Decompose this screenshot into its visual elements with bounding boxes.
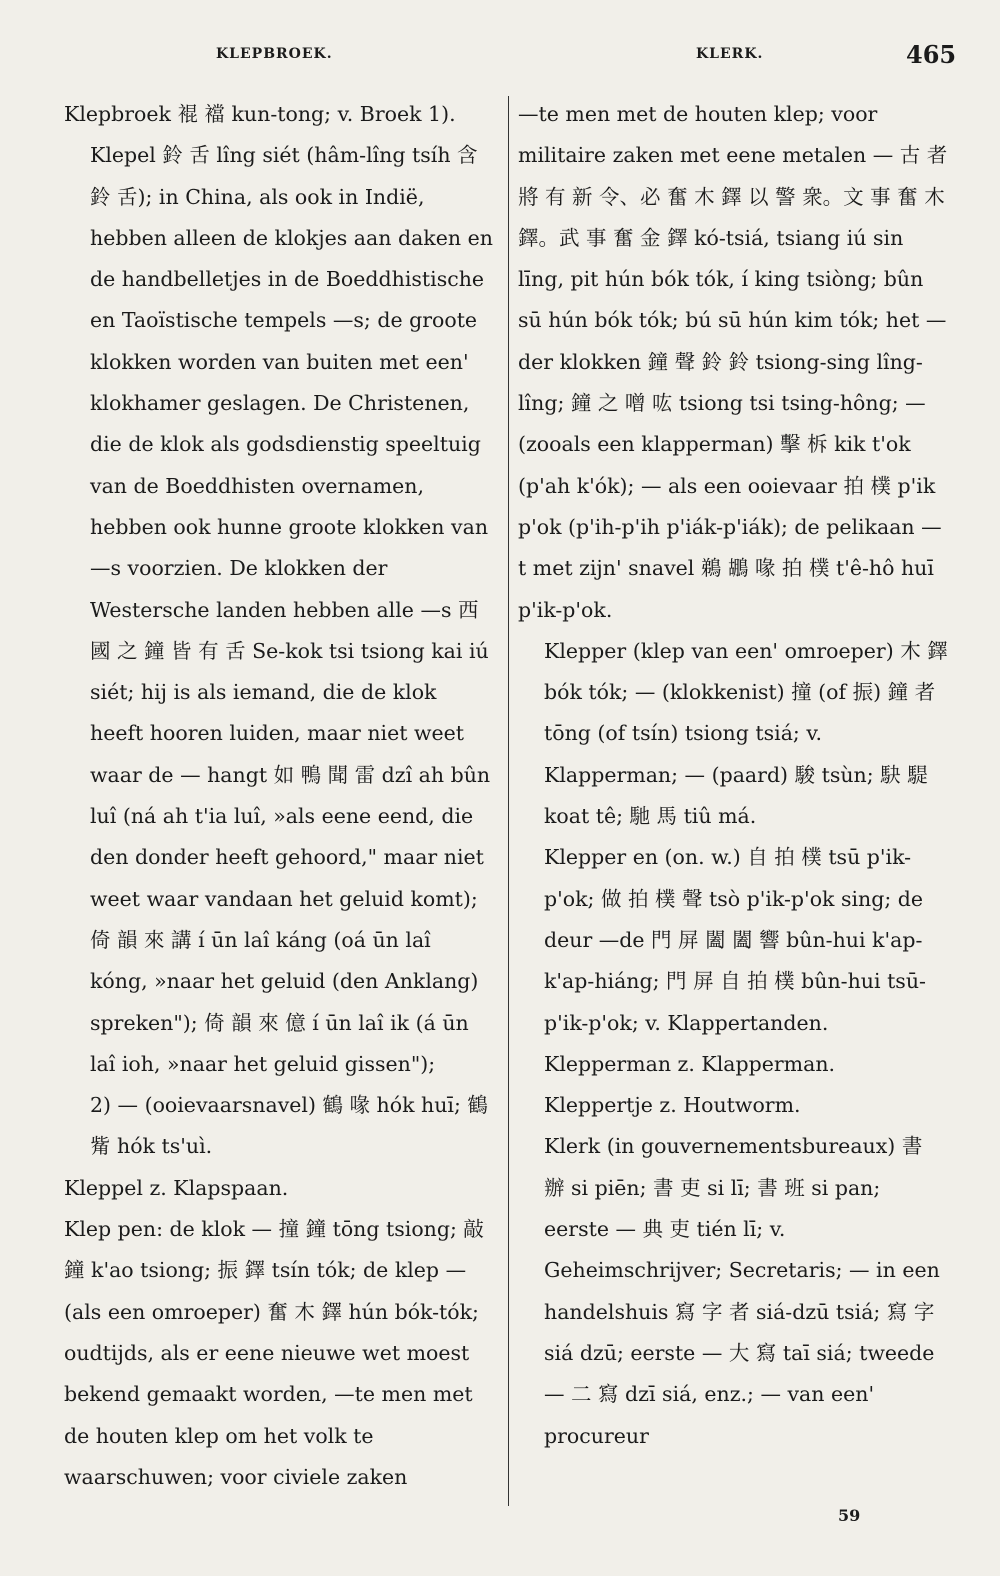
entry-kleppertje: Kleppertje z. Houtworm. bbox=[544, 1093, 801, 1118]
entry-klepperen: Klepper en (on. w.) 自 拍 樸 tsū p'ik-p'ok; 做 拍 樸 聲 tsò p'ik-p'ok sing; de deur —de 門 屏 闔 闔 響 bûn-hui k'ap-k'ap-hiáng; 門 屏 自 拍 樸 bûn-hui tsū-p'ik-p'ok; v. Klappertanden. bbox=[544, 845, 926, 1035]
column-divider bbox=[508, 96, 509, 1506]
entry-klepbroek: Klepbroek 裩 襠 kun-tong; v. Broek 1). bbox=[64, 102, 456, 126]
entry-klepper: Klepper (klep van een' omroeper) 木 鐸 bók tók; — (klokkenist) 撞 (of 振) 鐘 者 tōng (of tsín) tsiong tsiá; v. Klapperman; — (paard) 駿 tsùn; 駃 騠 koat tê; 馳 馬 tiû má. bbox=[544, 638, 948, 829]
entry-klepperman: Klepperman z. Klapperman. bbox=[544, 1051, 836, 1076]
left-column bbox=[64, 94, 494, 1498]
right-column bbox=[518, 94, 948, 1457]
entry-kleppen: Klep pen: de klok — 撞 鐘 tōng tsiong; 敲 鐘 k'ao tsiong; 振 鐸 tsín tók; de klep — (als een omroeper) 奮 木 鐸 hún bók-tók; oudtijds, als er eene nieuwe wet moest bekend gemaakt worden, —te men met de houten klep om het volk te waarschuwen; voor civiele zaken bbox=[64, 1217, 484, 1489]
page-number: 465 bbox=[906, 40, 957, 69]
entry-klerk: Klerk (in gouvernementsbureaux) 書 辦 si piēn; 書 吏 si lī; 書 班 si pan; eerste — 典 吏 tién lī; v. Geheimschrijver; Secretaris; — in een handelshuis 寫 字 者 siá-dzū tsiá; 寫 字 siá dzū; eerste — 大 寫 taī siá; tweede — 二 寫 dzī siá, enz.; — van een' procureur bbox=[544, 1134, 940, 1448]
entry-klepel: Klepel 鈴 舌 lîng siét (hâm-lîng tsíh 含 鈴 舌); in China, als ook in Indië, hebben alleen de klokjes aan daken en de handbelletjes in de Boeddhistische en Taoïstische tempels —s; de groote klokken worden van buiten met een' klokhamer geslagen. De Christenen, die de klok als godsdienstig speeltuig van de Boeddhisten overnamen, hebben ook hunne groote klokken van —s voorzien. De klokken der Westersche landen hebben alle —s 西 國 之 鐘 皆 有 舌 Se-kok tsi tsiong kai iú siét; hij is als iemand, die de klok heeft hooren luiden, maar niet weet waar de — hangt 如 鴨 聞 雷 dzî ah bûn luî (ná ah t'ia luî, »als eene eend, die den donder heeft gehoord," maar niet weet waar vandaan het geluid komt); 倚 韻 來 講 í ūn laî káng (oá ūn laî kóng, »naar het geluid (den Anklang) spreken"); 倚 韻 來 億 í ūn laî ik (á ūn laî ioh, »naar het geluid gissen"); bbox=[90, 143, 493, 1076]
entry-kleppel: Kleppel z. Klapspaan. bbox=[64, 1175, 289, 1200]
entry-kleppen-continued: —te men met de houten klep; voor militaire zaken met eene metalen — 古 者 將 有 新 令、必 奮 木 鐸 以 警 衆。文 事 奮 木 鐸。武 事 奮 金 鐸 kó-tsiá, tsiang iú sin līng, pit hún bók tók, í king tsiòng; bûn sū hún bók tók; bú sū hún kim tók; het — der klokken 鐘 聲 鈴 鈴 tsiong-sing lîng-lîng; 鐘 之 噌 吰 tsiong tsi tsing-hông; — (zooals een klapperman) 擊 柝 kik t'ok (p'ah k'ók); — als een ooievaar 拍 樸 p'ik p'ok (p'ih-p'ih p'iák-p'iák); de pelikaan —t met zijn' snavel 鵜 鶘 喙 拍 樸 t'ê-hô huī p'ik-p'ok. bbox=[518, 102, 948, 622]
entry-klepel-2: 2) — (ooievaarsnavel) 鶴 喙 hók huī; 鶴 觜 hók ts'uì. bbox=[90, 1093, 488, 1159]
running-header-center: KLERK. bbox=[696, 46, 764, 62]
signature-mark: 59 bbox=[838, 1506, 861, 1525]
running-header-left: KLEPBROEK. bbox=[216, 46, 333, 62]
